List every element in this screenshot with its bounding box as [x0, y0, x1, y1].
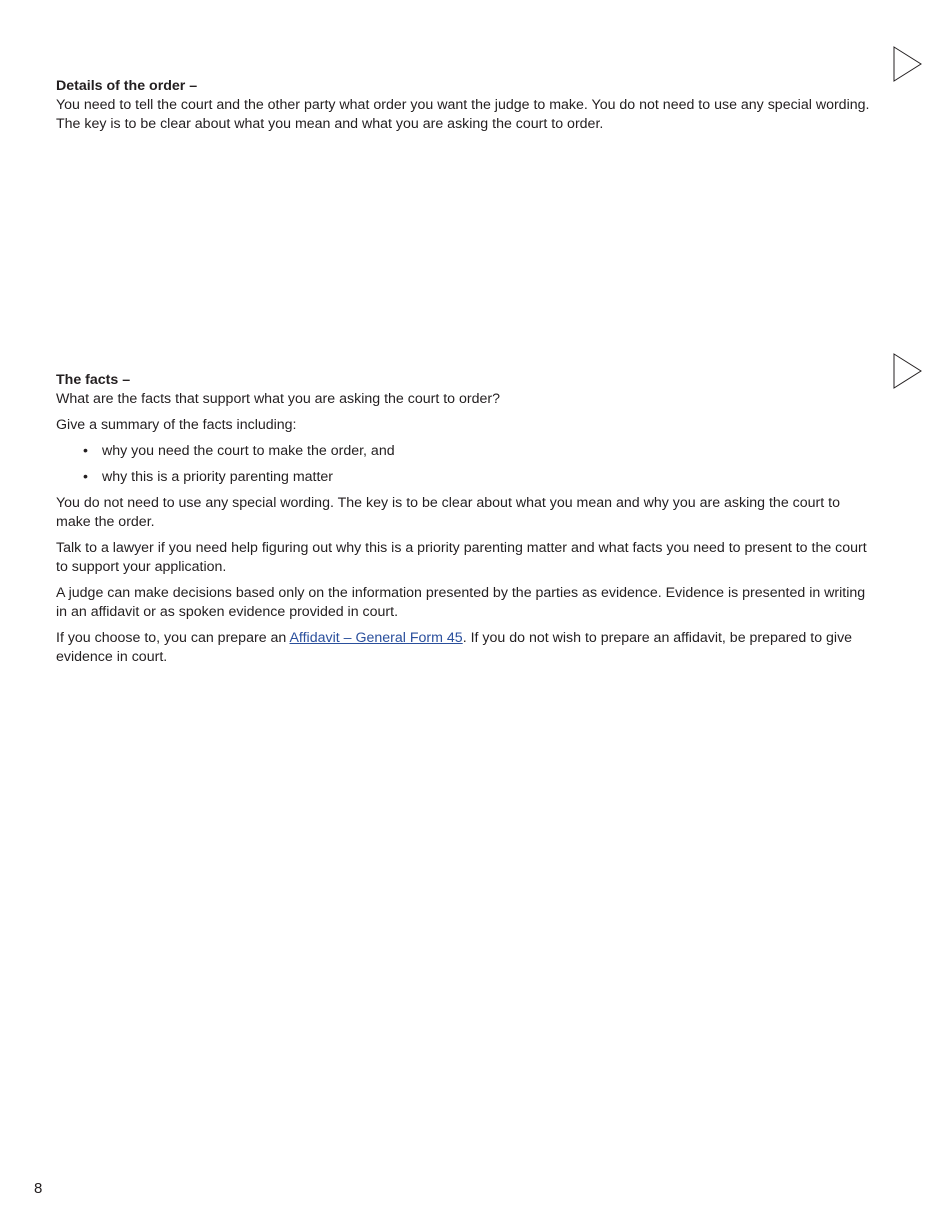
- play-arrow-outline-icon: [893, 46, 923, 82]
- facts-judge-paragraph: A judge can make decisions based only on the information presented by the parties as evidence. Evidence is presented in writing in an affidavit or as spoken evidence provided in court.: [56, 585, 866, 620]
- page-number: 8: [34, 1180, 43, 1197]
- facts-summary-intro: Give a summary of the facts including:: [56, 417, 297, 433]
- affidavit-suffix-text: . If you do not wish to prepare an affidavit, be prepared to give evidence in court.: [56, 630, 853, 665]
- list-item-text: why you need the court to make the order, and: [102, 443, 395, 459]
- affidavit-prefix-text: If you choose to, you can prepare an: [56, 630, 290, 646]
- facts-bullet-list: [56, 442, 871, 487]
- order-details-section: [56, 77, 871, 141]
- bullet-icon: •: [83, 469, 88, 485]
- list-item-text: why this is a priority parenting matter: [102, 469, 334, 485]
- list-item: [56, 442, 871, 461]
- bullet-icon: •: [83, 443, 88, 459]
- facts-section: [56, 371, 871, 674]
- list-item: [56, 468, 871, 487]
- affidavit-form-link[interactable]: Affidavit – General Form 45: [289, 630, 463, 646]
- facts-lawyer-paragraph: Talk to a lawyer if you need help figuring out why this is a priority parenting matter and what facts you need to present to the court to support your application.: [56, 540, 867, 575]
- facts-affidavit-paragraph: [56, 629, 871, 667]
- facts-heading: The facts –: [56, 372, 131, 388]
- play-arrow-outline-icon: [893, 353, 923, 389]
- order-details-body: You need to tell the court and the other party what order you want the judge to make. You do not need to use any special wording. The key is to be clear about what you mean and what you are asking the court to order.: [56, 97, 870, 132]
- facts-question: What are the facts that support what you are asking the court to order?: [56, 391, 500, 407]
- order-details-heading: Details of the order –: [56, 78, 198, 94]
- facts-wording-paragraph: You do not need to use any special wording. The key is to be clear about what you mean and why you are asking the court to make the order.: [56, 495, 840, 530]
